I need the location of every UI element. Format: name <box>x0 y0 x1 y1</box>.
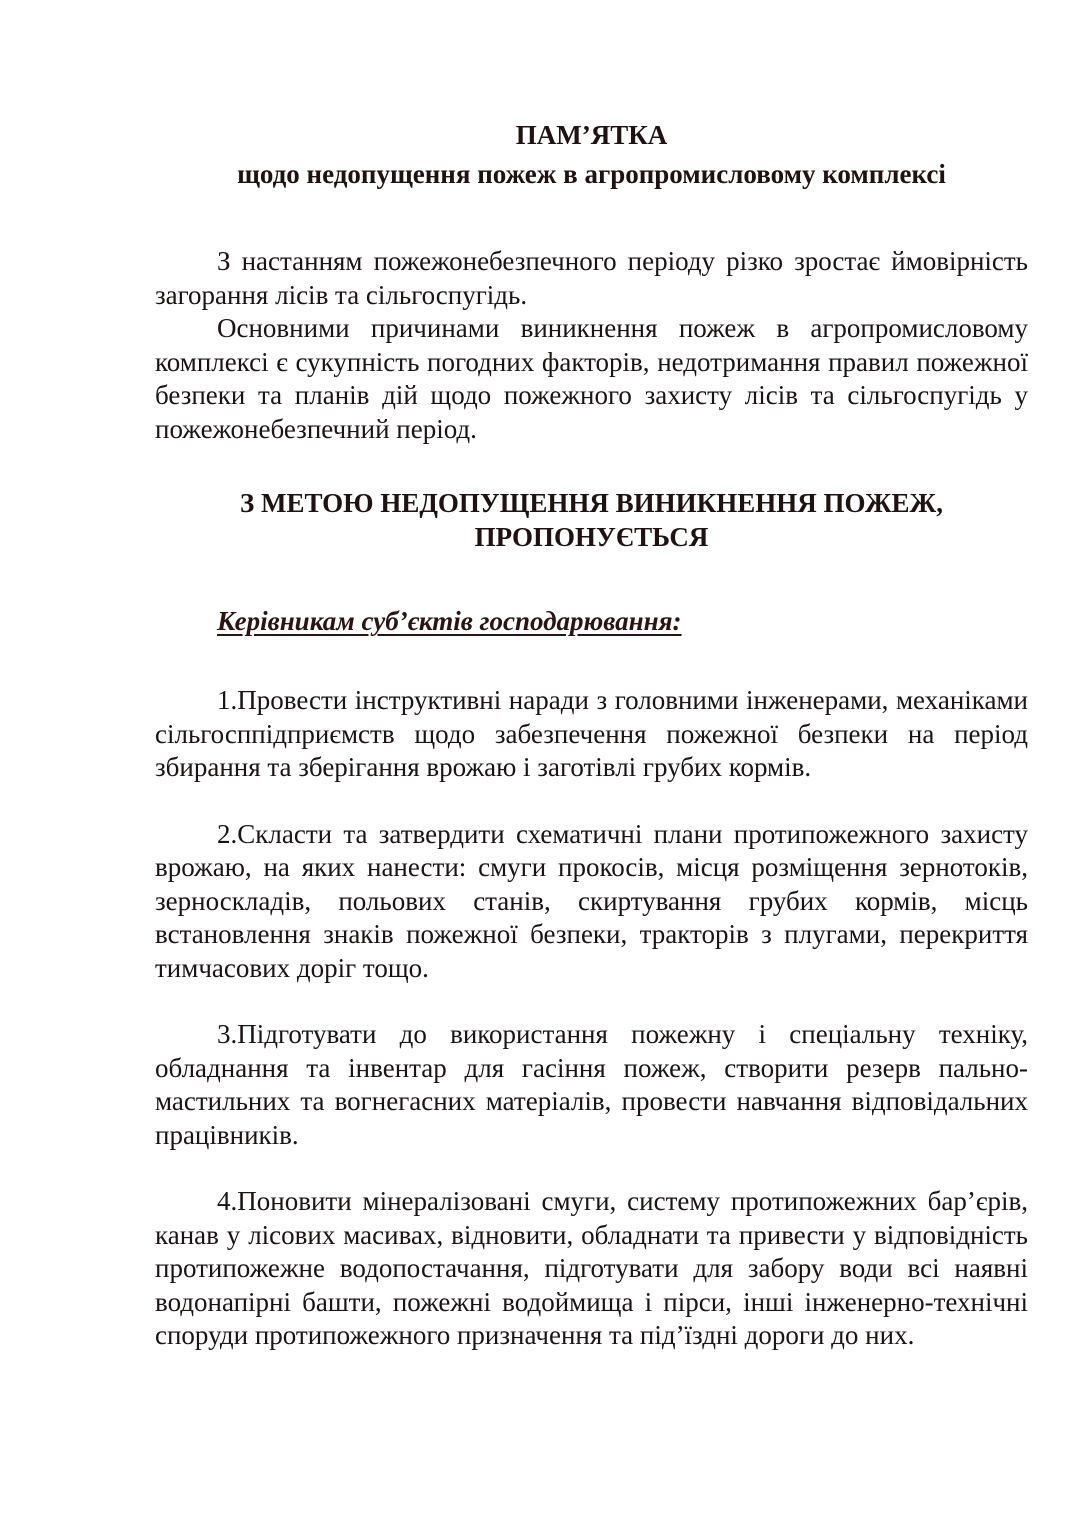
document-subtitle: щодо недопущення пожеж в агропромисловому комплексі <box>237 159 946 189</box>
section-heading <box>155 486 1028 554</box>
list-item-number: 3. <box>217 1019 238 1049</box>
list-item-text: Провести інструктивні наради з головними інженерами, механіками сільгосппідприємств щодо забезпечення пожежної безпеки на період збирання та зберігання врожаю і заготівлі грубих кормів. <box>155 685 1028 782</box>
intro-paragraph: Основними причинами виникнення пожеж в агропромисловому комплексі є сукупність погодних факторів, недотримання правил пожежної безпеки та планів дій щодо пожежного захисту лісів та сільгоспугідь у пожежонебезпечний період. <box>155 313 1028 444</box>
list-item-number: 1. <box>217 685 238 715</box>
list-item <box>155 1018 1028 1152</box>
section-heading-line: ПРОПОНУЄТЬСЯ <box>474 522 709 552</box>
addressee-heading: Керівникам суб’єктів господарювання: <box>217 606 682 636</box>
list-item <box>155 818 1028 986</box>
list-item <box>155 1185 1028 1353</box>
document-page <box>155 118 1028 1386</box>
section-heading-line: З МЕТОЮ НЕДОПУЩЕННЯ ВИНИКНЕННЯ ПОЖЕЖ, <box>240 488 943 518</box>
list-item-number: 2. <box>217 818 238 849</box>
list-item-text: Поновити мінералізовані смуги, систему протипожежних бар’єрів, канав у лісових масивах, відновити, обладнати та привести у відповідність протипожежне водопостачання, підготувати для забору води всі наявні водонапірні башти, пожежні водоймища і пірси, інші інженерно-технічні споруди протипожежного призначення та під’їздні дороги до них. <box>155 1186 1028 1350</box>
list-item <box>155 684 1028 785</box>
recommendations-list <box>155 684 1028 1353</box>
list-item-number: 4. <box>217 1186 238 1216</box>
list-item-text: Підготувати до використання пожежну і спеціальну техніку, обладнання та інвентар для гасіння пожеж, створити резерв пально-мастильних та вогнегасних матеріалів, провести навчання відповідальних працівників. <box>155 1019 1028 1150</box>
intro-paragraph: З настанням пожежонебезпечного періоду різко зростає ймовірність загорання лісів та сільгоспугідь. <box>155 246 1028 310</box>
list-item-text: Скласти та затвердити схематичні плани протипожежного захисту врожаю, на яких нанести: смуги прокосів, місця розміщення зернотоків, зерноскладів, польових станів, скиртування грубих кормів, місць встановлення знаків пожежної безпеки, тракторів з плугами, перекриття тимчасових доріг тощо. <box>155 818 1028 983</box>
intro-section <box>155 245 1028 446</box>
document-title: ПАМ’ЯТКА <box>515 120 668 150</box>
